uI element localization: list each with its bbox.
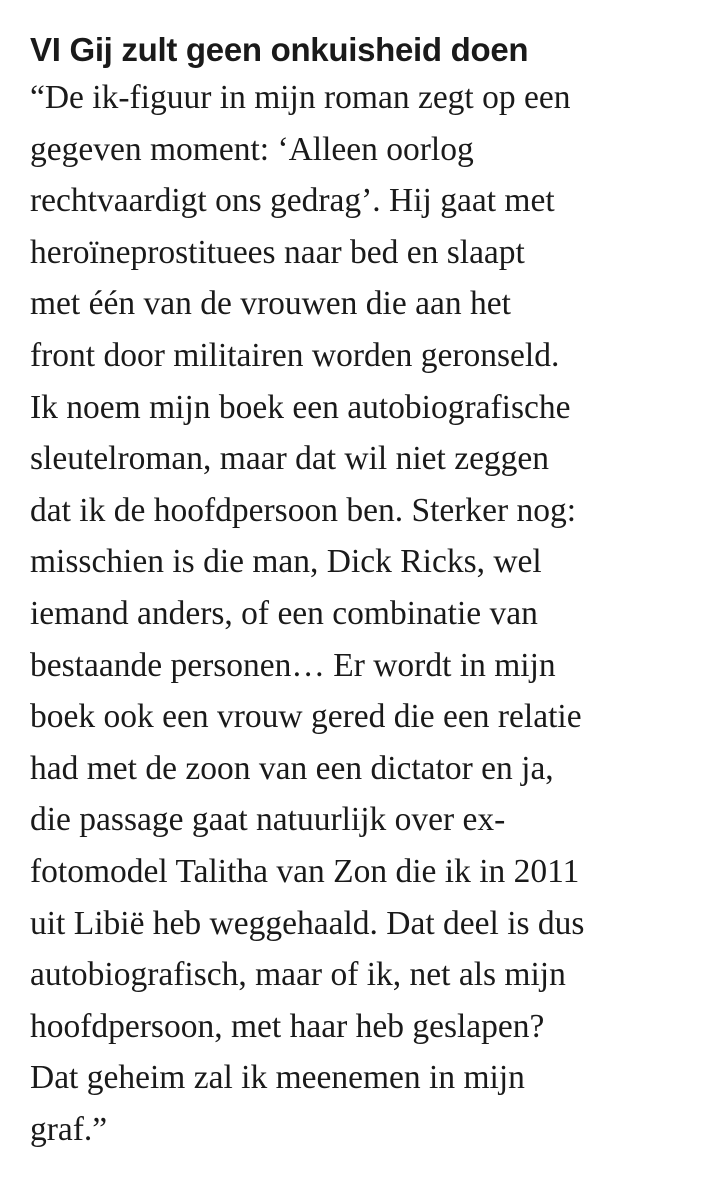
paragraph-line: graf.”: [30, 1110, 108, 1148]
paragraph-line: dat ik de hoofdpersoon ben. Sterker nog:: [30, 491, 577, 529]
paragraph-line: rechtvaardigt ons gedrag’. Hij gaat met: [30, 182, 555, 220]
paragraph-line: uit Libië heb weggehaald. Dat deel is dus: [30, 904, 585, 942]
paragraph-line: Ik noem mijn boek een autobiografische: [30, 388, 571, 426]
paragraph-line: “De ik-figuur in mijn roman zegt op een: [30, 79, 571, 116]
paragraph-line: hoofdpersoon, met haar heb geslapen?: [30, 1007, 545, 1045]
paragraph-line: boek ook een vrouw gered die een relatie: [30, 698, 582, 736]
paragraph-line: heroïneprostituees naar bed en slaapt: [30, 233, 525, 271]
paragraph-line: misschien is die man, Dick Ricks, wel: [30, 543, 542, 581]
quote-paragraph: [30, 72, 690, 1155]
paragraph-line: autobiografisch, maar of ik, net als mijn: [30, 956, 566, 994]
article: [30, 28, 690, 1155]
paragraph-line: gegeven moment: ‘Alleen oorlog: [30, 130, 474, 168]
paragraph-line: bestaande personen… Er wordt in mijn: [30, 646, 556, 684]
paragraph-line: front door militairen worden geronseld.: [30, 336, 560, 374]
paragraph-line: iemand anders, of een combinatie van: [30, 594, 538, 632]
section-heading: VI Gij zult geen onkuisheid doen: [30, 31, 529, 68]
paragraph-line: had met de zoon van een dictator en ja,: [30, 749, 554, 787]
paragraph-line: die passage gaat natuurlijk over ex-: [30, 801, 506, 839]
paragraph-line: met één van de vrouwen die aan het: [30, 285, 511, 323]
paragraph-line: Dat geheim zal ik meenemen in mijn: [30, 1059, 525, 1097]
paragraph-line: fotomodel Talitha van Zon die ik in 2011: [30, 852, 580, 890]
paragraph-line: sleutelroman, maar dat wil niet zeggen: [30, 440, 550, 478]
